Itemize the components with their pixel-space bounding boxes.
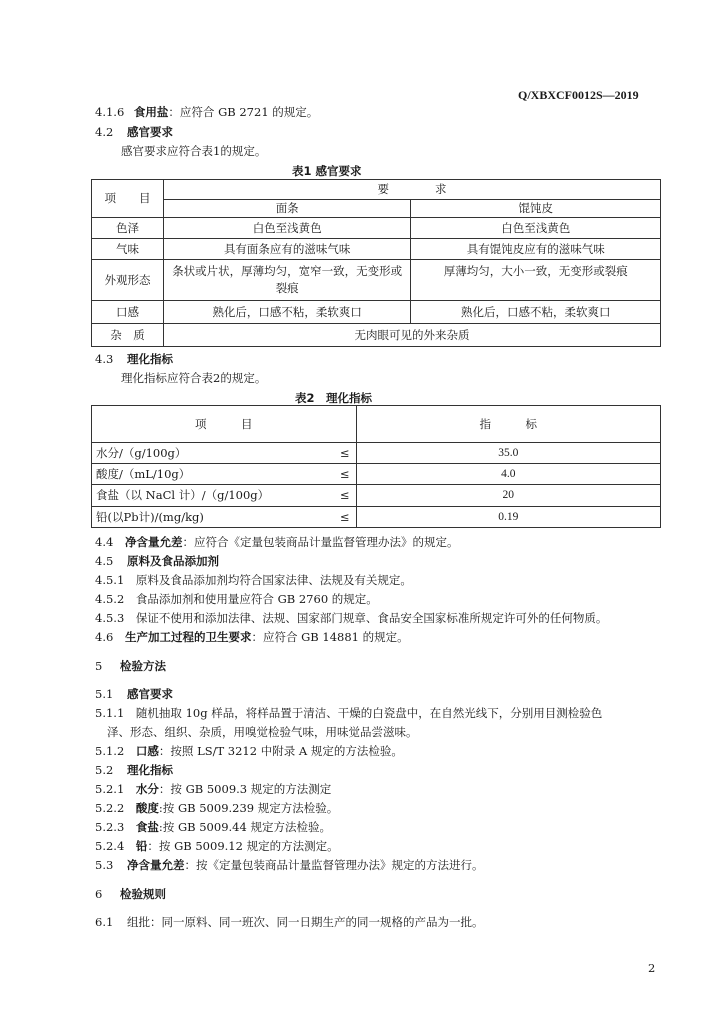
clause-number: 4.5.2 bbox=[95, 592, 125, 606]
clause-number: 4.6 bbox=[95, 630, 114, 644]
row-item-label: 水分/（g/100g） bbox=[96, 445, 187, 460]
table2-col-item: 项 目 bbox=[92, 406, 357, 443]
document-code: Q/XBXCF0012S—2019 bbox=[518, 88, 639, 102]
clause-4-5-1 bbox=[95, 572, 412, 588]
section-6-heading bbox=[95, 886, 166, 902]
table-row bbox=[92, 218, 661, 239]
clause-number: 4.5 bbox=[95, 554, 114, 568]
row-sign: ≤ bbox=[339, 488, 350, 502]
clause-title: 水分 bbox=[135, 782, 159, 796]
row-item: 外观形态 bbox=[92, 260, 164, 301]
row-sign: ≤ bbox=[339, 509, 350, 524]
clause-title: 食盐 bbox=[135, 820, 159, 834]
clause-5-2-3 bbox=[95, 819, 331, 835]
row-sign: ≤ bbox=[339, 445, 350, 460]
table-row bbox=[92, 485, 661, 507]
clause-number: 4.5.1 bbox=[95, 573, 125, 587]
clause-body: ：应符合 GB 14881 的规定。 bbox=[251, 630, 409, 644]
table-row bbox=[92, 260, 661, 301]
clause-body: ：按 GB 5009.12 规定的方法测定。 bbox=[147, 839, 339, 853]
clause-5-2 bbox=[95, 762, 173, 778]
physchem-table bbox=[91, 405, 661, 528]
row-value: 0.19 bbox=[356, 507, 660, 528]
clause-number: 5.1.2 bbox=[95, 744, 125, 758]
table1-caption: 表1 感官要求 bbox=[292, 164, 362, 178]
clause-5-2-2 bbox=[95, 800, 338, 816]
row-item: 口感 bbox=[92, 301, 164, 324]
clause-4-2 bbox=[95, 124, 173, 140]
clause-5-2-1 bbox=[95, 781, 331, 797]
clause-4-1-6 bbox=[95, 104, 318, 120]
page-number: 2 bbox=[648, 961, 656, 975]
row-noodle bbox=[163, 260, 411, 301]
clause-number: 5.2 bbox=[95, 763, 114, 777]
clause-4-6 bbox=[95, 629, 409, 645]
section-5-heading bbox=[95, 658, 166, 674]
section-number: 5 bbox=[95, 659, 103, 673]
row-item: 气味 bbox=[92, 239, 164, 260]
clause-body: ：按《定量包装商品计量监督管理办法》规定的方法进行。 bbox=[184, 858, 484, 872]
clause-body: 保证不使用和添加法律、法规、国家部门规章、食品安全国家标准所规定许可外的任何物质。 bbox=[135, 611, 608, 625]
clause-number: 6.1 bbox=[95, 915, 114, 929]
clause-body: 食品添加剂和使用量应符合 GB 2760 的规定。 bbox=[135, 592, 378, 606]
clause-number: 5.1 bbox=[95, 687, 114, 701]
table-row bbox=[92, 324, 661, 347]
clause-body-line1: 随机抽取 10g 样品，将样品置于清洁、干燥的白瓷盘中，在自然光线下，分别用目测检验色 bbox=[135, 706, 603, 720]
row-item bbox=[92, 464, 357, 485]
table1-sub-noodle: 面条 bbox=[163, 200, 411, 218]
clause-body: ：应符合 GB 2721 的规定。 bbox=[168, 105, 319, 119]
clause-body: 组批：同一原料、同一班次、同一日期生产的同一规格的产品为一批。 bbox=[126, 915, 484, 929]
clause-4-5-2 bbox=[95, 591, 378, 607]
clause-4-3 bbox=[95, 351, 173, 367]
row-noodle: 具有面条应有的滋味气味 bbox=[163, 239, 411, 260]
clause-body: ：按 GB 5009.3 规定的方法测定 bbox=[158, 782, 332, 796]
clause-5-2-4 bbox=[95, 838, 339, 854]
clause-number: 4.2 bbox=[95, 125, 114, 139]
table-row bbox=[92, 464, 661, 485]
clause-title: 原料及食品添加剂 bbox=[126, 554, 219, 568]
clause-title: 理化指标 bbox=[126, 763, 173, 777]
row-item: 色泽 bbox=[92, 218, 164, 239]
clause-4-5 bbox=[95, 553, 219, 569]
row-wonton: 具有馄饨皮应有的滋味气味 bbox=[411, 239, 661, 260]
clause-body: :按 GB 5009.239 规定方法检验。 bbox=[158, 801, 339, 815]
row-item bbox=[92, 507, 357, 528]
row-item-label: 铅(以Pb计)/(mg/kg) bbox=[96, 509, 204, 524]
sensory-table bbox=[91, 179, 661, 347]
clause-number: 4.4 bbox=[95, 535, 114, 549]
table2-col-index: 指 标 bbox=[356, 406, 660, 443]
table1-sub-wonton: 馄饨皮 bbox=[411, 200, 661, 218]
clause-body: :按 GB 5009.44 规定方法检验。 bbox=[158, 820, 331, 834]
clause-4-4 bbox=[95, 534, 458, 550]
row-value: 35.0 bbox=[356, 443, 660, 464]
clause-number: 5.1.1 bbox=[95, 706, 125, 720]
clause-title: 生产加工过程的卫生要求 bbox=[124, 630, 252, 644]
clause-5-1-2 bbox=[95, 743, 403, 759]
clause-6-1 bbox=[95, 914, 483, 930]
clause-body: ：应符合《定量包装商品计量监督管理办法》的规定。 bbox=[182, 535, 459, 549]
clause-title: 感官要求 bbox=[126, 687, 173, 701]
clause-title: 酸度 bbox=[135, 801, 159, 815]
section-title: 检验方法 bbox=[119, 659, 166, 673]
clause-body: ：按照 LS/T 3212 中附录 A 规定的方法检验。 bbox=[158, 744, 403, 758]
clause-number: 5.2.1 bbox=[95, 782, 125, 796]
table-row bbox=[92, 301, 661, 324]
row-sign: ≤ bbox=[339, 466, 350, 481]
clause-body: 原料及食品添加剂均符合国家法律、法规及有关规定。 bbox=[135, 573, 412, 587]
table-row bbox=[92, 507, 661, 528]
clause-number: 4.3 bbox=[95, 352, 114, 366]
row-noodle: 白色至浅黄色 bbox=[163, 218, 411, 239]
row-item bbox=[92, 485, 357, 507]
row-item-label: 酸度/（mL/10g） bbox=[96, 466, 191, 481]
clause-title: 口感 bbox=[135, 744, 159, 758]
clause-4-5-3 bbox=[95, 610, 607, 626]
table-row bbox=[92, 443, 661, 464]
row-value: 无肉眼可见的外来杂质 bbox=[163, 324, 660, 347]
row-noodle-text: 条状或片状，厚薄均匀，宽窄一致，无变形或裂痕 bbox=[172, 264, 403, 295]
clause-title: 理化指标 bbox=[126, 352, 173, 366]
row-item: 杂 质 bbox=[92, 324, 164, 347]
clause-5-3 bbox=[95, 857, 483, 873]
clause-title: 食用盐 bbox=[133, 105, 169, 119]
clause-5-1-1 bbox=[95, 705, 602, 721]
clause-number: 5.2.4 bbox=[95, 839, 125, 853]
section-title: 检验规则 bbox=[119, 887, 166, 901]
clause-number: 5.3 bbox=[95, 858, 114, 872]
table1-col-req: 要 求 bbox=[163, 180, 660, 200]
section-number: 6 bbox=[95, 887, 103, 901]
clause-title: 净含量允差 bbox=[124, 535, 183, 549]
clause-number: 5.2.2 bbox=[95, 801, 125, 815]
row-value: 4.0 bbox=[356, 464, 660, 485]
table-row bbox=[92, 239, 661, 260]
table1-col-item: 项 目 bbox=[92, 180, 164, 218]
clause-number: 5.2.3 bbox=[95, 820, 125, 834]
row-wonton: 熟化后，口感不粘，柔软爽口 bbox=[411, 301, 661, 324]
clause-title: 感官要求 bbox=[126, 125, 173, 139]
row-noodle: 熟化后，口感不粘，柔软爽口 bbox=[163, 301, 411, 324]
row-item bbox=[92, 443, 357, 464]
row-item-label: 食盐（以 NaCl 计）/（g/100g） bbox=[96, 488, 270, 502]
clause-title: 净含量允差 bbox=[126, 858, 185, 872]
sensory-intro: 感官要求应符合表1的规定。 bbox=[121, 144, 267, 158]
table2-caption: 表2 理化指标 bbox=[295, 391, 373, 405]
clause-5-1-1-cont: 泽、形态、组织、杂质，用嗅觉检验气味，用味觉品尝滋味。 bbox=[107, 725, 418, 739]
row-wonton: 厚薄均匀，大小一致，无变形或裂痕 bbox=[411, 260, 661, 301]
physchem-intro: 理化指标应符合表2的规定。 bbox=[121, 371, 267, 385]
clause-number: 4.5.3 bbox=[95, 611, 125, 625]
row-value: 20 bbox=[356, 485, 660, 507]
clause-number: 4.1.6 bbox=[95, 105, 125, 119]
row-wonton: 白色至浅黄色 bbox=[411, 218, 661, 239]
clause-title: 铅 bbox=[135, 839, 148, 853]
clause-5-1 bbox=[95, 686, 173, 702]
